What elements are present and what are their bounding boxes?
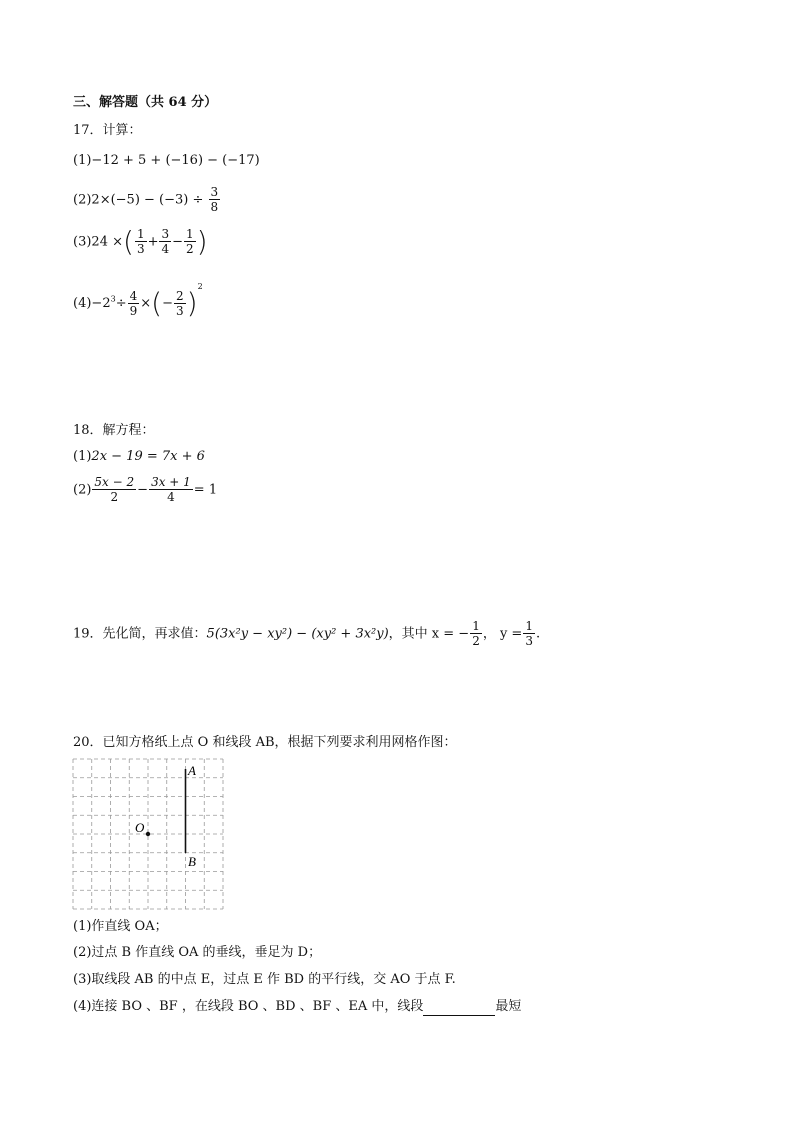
q17-part1-label: (1) [73, 153, 92, 168]
q17-part1-expr: −12 + 5 + (−16) − (−17) [91, 153, 260, 168]
q17-part3-label: (3) [73, 234, 92, 250]
q18-part1-label: (1) [73, 449, 92, 464]
label-b: B [188, 854, 196, 869]
q18-title: 18．解方程： [73, 423, 155, 438]
point-o [146, 832, 150, 836]
q18-part1-expr: 2x − 19 = 7x + 6 [91, 449, 205, 464]
q17-part4-frac2: $\frac{2}{3}$ [175, 288, 184, 318]
q18-part2-frac1: $\frac{5x - 2}{2}$ [94, 475, 135, 504]
q17-part3-pre: 24 × [91, 234, 123, 250]
q20-step2: (2)过点 B 作直线 OA 的垂线，垂足为 D； [73, 945, 322, 960]
q19-x-frac: $\frac{1}{2}$ [472, 619, 480, 648]
q20-step3: (3)取线段 AB 的中点 E，过点 E 作 BD 的平行线，交 AO 于点 F. [73, 972, 456, 987]
q20-step4-text: (4)连接 BO 、BF ，在线段 BO 、BD 、BF 、EA 中，线段 [73, 999, 424, 1014]
grid-figure [72, 758, 232, 914]
q20-text: 20．已知方格纸上点 O 和线段 AB，根据下列要求利用网格作图： [73, 735, 457, 750]
q17-part4-label: (4) [73, 296, 92, 311]
section-title: 三、解答题（共 64 分） [73, 95, 218, 110]
q19-line: 19．先化简，再求值：5(3x²y − xy²) − (xy² + 3x²y)，其中 x = − $\frac{1}{2}$ ， y = $\frac{1}{3}$ . [73, 619, 541, 648]
q17-part4-frac1: $\frac{4}{9}$ [129, 288, 138, 318]
q17-title: 17．计算： [73, 123, 142, 138]
q20-step4-end: 最短 [495, 999, 522, 1014]
q18-part2-frac2: $\frac{3x + 1}{4}$ [151, 475, 191, 504]
q17-part3-frac1: $\frac{1}{3}$ [136, 227, 145, 256]
label-a: A [188, 763, 196, 778]
q18-part1 [73, 448, 205, 466]
q17-part3-frac3: $\frac{1}{2}$ [186, 227, 194, 256]
q17-part3-frac2: $\frac{3}{4}$ [161, 227, 170, 256]
label-o: O [135, 820, 145, 835]
q17-part2-frac: $\frac{3}{8}$ [210, 185, 219, 214]
q19-y-frac: $\frac{1}{3}$ [525, 619, 533, 648]
q20-step4 [73, 998, 521, 1016]
q19-text: 19．先化简，再求值： [73, 626, 207, 642]
q17-part2-label: (2) [73, 192, 92, 208]
q18-part2: (2) $\frac{5x - 2}{2}$ − $\frac{3x + 1}{4}$ = 1 [73, 475, 218, 504]
q18-part2-label: (2) [73, 482, 92, 498]
q17-part2 [73, 186, 221, 214]
q20-step1: (1)作直线 OA； [73, 919, 168, 934]
q17-part2-pre: 2×(−5) − (−3) ÷ [91, 192, 204, 208]
q17-part4: $(4)-2^3\div$ $\frac{4}{9}$ ×(− $\frac{2}{3}$ )$^2$ [73, 282, 203, 320]
q17-part3: (3)24 ×( $\frac{1}{3}$ + $\frac{3}{4}$ − $\frac{1}{2}$ ) [73, 225, 208, 258]
grid-svg [72, 758, 232, 910]
answer-blank[interactable] [423, 1001, 495, 1016]
q19-expr: 5(3x²y − xy²) − (xy² + 3x²y) [206, 626, 389, 642]
q17-part1 [73, 152, 260, 170]
